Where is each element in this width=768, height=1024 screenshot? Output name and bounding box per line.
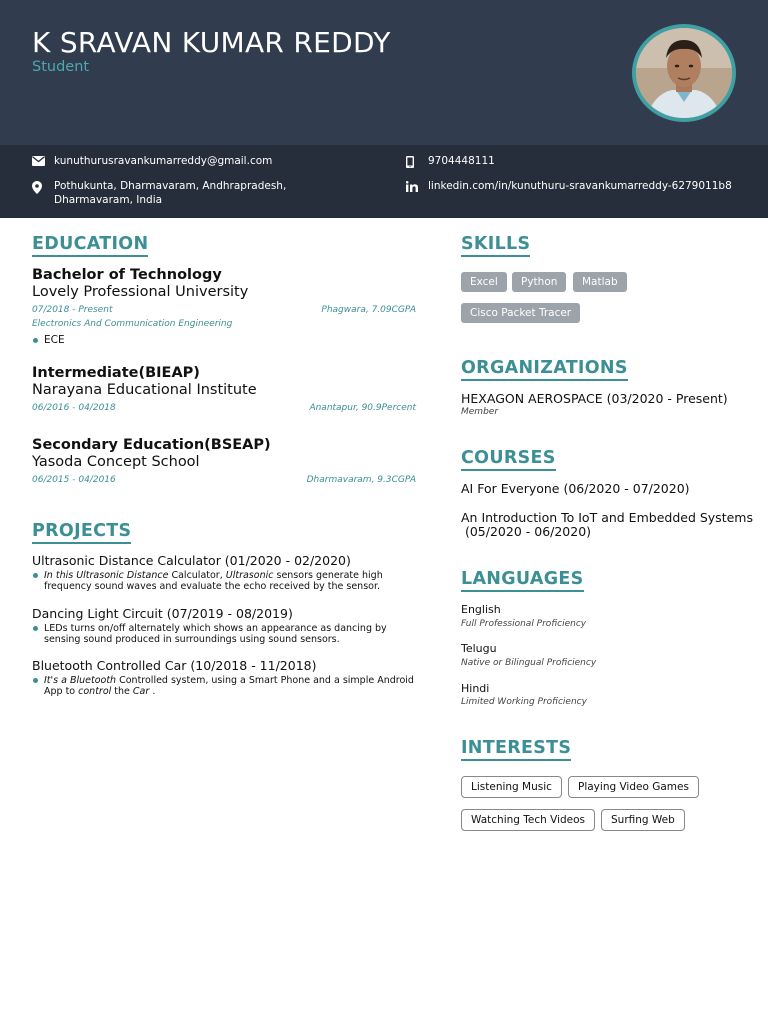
contact-location — [32, 180, 332, 207]
desc-text: the — [111, 686, 133, 697]
location-line2: Dharmavaram, India — [54, 193, 163, 206]
bullet-icon — [33, 678, 38, 683]
language-name: English — [461, 603, 501, 616]
education-item — [32, 266, 416, 347]
project-title: Ultrasonic Distance Calculator (01/2020 - 02/2020) — [32, 553, 351, 568]
contact-linkedin[interactable] — [406, 180, 732, 194]
email-icon — [32, 155, 54, 166]
email-text: kunuthurusravankumarreddy@gmail.com — [54, 155, 273, 167]
language-level: Full Professional Proficiency — [461, 619, 587, 629]
course-item: AI For Everyone (06/2020 - 07/2020) — [461, 481, 690, 496]
language-level: Limited Working Proficiency — [461, 697, 587, 707]
desc-text: sensors generate high — [273, 570, 383, 581]
desc-text: frequency sound waves and evaluate the echo received by the sensor. — [44, 581, 381, 592]
edu-school: Lovely Professional University — [32, 284, 249, 300]
desc-text: . — [149, 686, 156, 697]
project-description — [32, 623, 422, 645]
candidate-role: Student — [32, 59, 90, 75]
organization-name: HEXAGON AEROSPACE (03/2020 - Present) — [461, 391, 728, 406]
edu-dates: 07/2018 - Present — [32, 305, 113, 315]
profile-photo — [632, 24, 736, 122]
edu-bullet-text: ECE — [44, 334, 65, 346]
project-desc-text — [44, 623, 387, 645]
language-name: Telugu — [461, 642, 497, 655]
project-desc-text — [44, 675, 414, 697]
interest-tag: Playing Video Games — [568, 776, 699, 798]
bullet-icon — [33, 573, 38, 578]
skill-tag: Cisco Packet Tracer — [461, 303, 580, 323]
contact-email[interactable] — [32, 155, 272, 169]
project-desc-text — [44, 570, 383, 592]
interests-heading: INTERESTS — [461, 738, 571, 761]
edu-place: Anantapur, 90.9Percent — [309, 403, 416, 413]
skills-heading: SKILLS — [461, 234, 530, 257]
location-line1: Pothukunta, Dharmavaram, Andhrapradesh, — [54, 180, 287, 192]
edu-meta — [32, 473, 416, 487]
skill-tag: Python — [512, 272, 566, 292]
edu-field: Electronics And Communication Engineering — [32, 319, 233, 329]
edu-bullet — [32, 333, 416, 347]
edu-place: Dharmavaram, 9.3CGPA — [306, 475, 416, 485]
project-title: Bluetooth Controlled Car (10/2018 - 11/2018) — [32, 658, 317, 673]
skill-tag: Matlab — [573, 272, 627, 292]
project-item — [32, 658, 422, 697]
edu-meta — [32, 401, 416, 415]
course-line: An Introduction To IoT and Embedded Systems — [461, 510, 753, 525]
desc-text: App to — [44, 686, 79, 697]
organizations-heading: ORGANIZATIONS — [461, 358, 628, 381]
course-line: (05/2020 - 06/2020) — [461, 524, 592, 539]
linkedin-icon — [406, 180, 428, 192]
language-name: Hindi — [461, 682, 490, 695]
edu-school: Narayana Educational Institute — [32, 382, 257, 398]
location-icon — [32, 180, 54, 194]
linkedin-text: linkedin.com/in/kunuthuru-sravankumarreddy-6279011b8 — [428, 180, 732, 192]
interest-tag: Listening Music — [461, 776, 562, 798]
course-item — [461, 511, 753, 539]
edu-degree: Secondary Education(BSEAP) — [32, 437, 271, 453]
desc-italic: Car — [132, 686, 150, 697]
edu-meta — [32, 303, 416, 317]
education-heading: EDUCATION — [32, 234, 148, 257]
desc-text: sensing sound produced in surroundings using sound sensors. — [44, 634, 340, 645]
desc-italic: Ultrasonic — [225, 570, 274, 581]
education-item — [32, 364, 416, 415]
desc-text: Controlled system, using a Smart Phone and a simple Android — [116, 675, 414, 686]
desc-text: Calculator, — [168, 570, 226, 581]
desc-text: LEDs turns on/off alternately which shows an appearance as dancing by — [44, 623, 387, 634]
project-title: Dancing Light Circuit (07/2019 - 08/2019) — [32, 606, 293, 621]
project-description — [32, 570, 422, 592]
skill-tag: Excel — [461, 272, 507, 292]
projects-heading: PROJECTS — [32, 521, 131, 544]
language-level: Native or Bilingual Proficiency — [461, 658, 597, 668]
edu-dates: 06/2015 - 04/2016 — [32, 475, 116, 485]
project-description — [32, 675, 422, 697]
interest-tag: Surfing Web — [601, 809, 685, 831]
edu-degree: Intermediate(BIEAP) — [32, 365, 200, 381]
contact-phone[interactable] — [406, 155, 495, 169]
resume-header — [0, 0, 768, 145]
phone-text: 9704448111 — [428, 155, 495, 167]
candidate-name: K SRAVAN KUMAR REDDY — [32, 26, 391, 59]
edu-school: Yasoda Concept School — [32, 454, 200, 470]
bullet-icon — [33, 338, 38, 343]
location-text — [54, 180, 286, 207]
desc-italic: It's a Bluetooth — [44, 675, 117, 686]
desc-italic: In this Ultrasonic Distance — [44, 570, 169, 581]
desc-italic: control — [78, 686, 112, 697]
education-item — [32, 436, 416, 487]
organization-role: Member — [461, 407, 499, 417]
interest-tag: Watching Tech Videos — [461, 809, 595, 831]
edu-dates: 06/2016 - 04/2018 — [32, 403, 116, 413]
courses-heading: COURSES — [461, 448, 556, 471]
bullet-icon — [33, 626, 38, 631]
edu-degree: Bachelor of Technology — [32, 267, 222, 283]
project-item — [32, 553, 422, 592]
project-item — [32, 606, 422, 645]
edu-place: Phagwara, 7.09CGPA — [321, 305, 416, 315]
phone-icon — [406, 155, 428, 168]
languages-heading: LANGUAGES — [461, 569, 584, 592]
